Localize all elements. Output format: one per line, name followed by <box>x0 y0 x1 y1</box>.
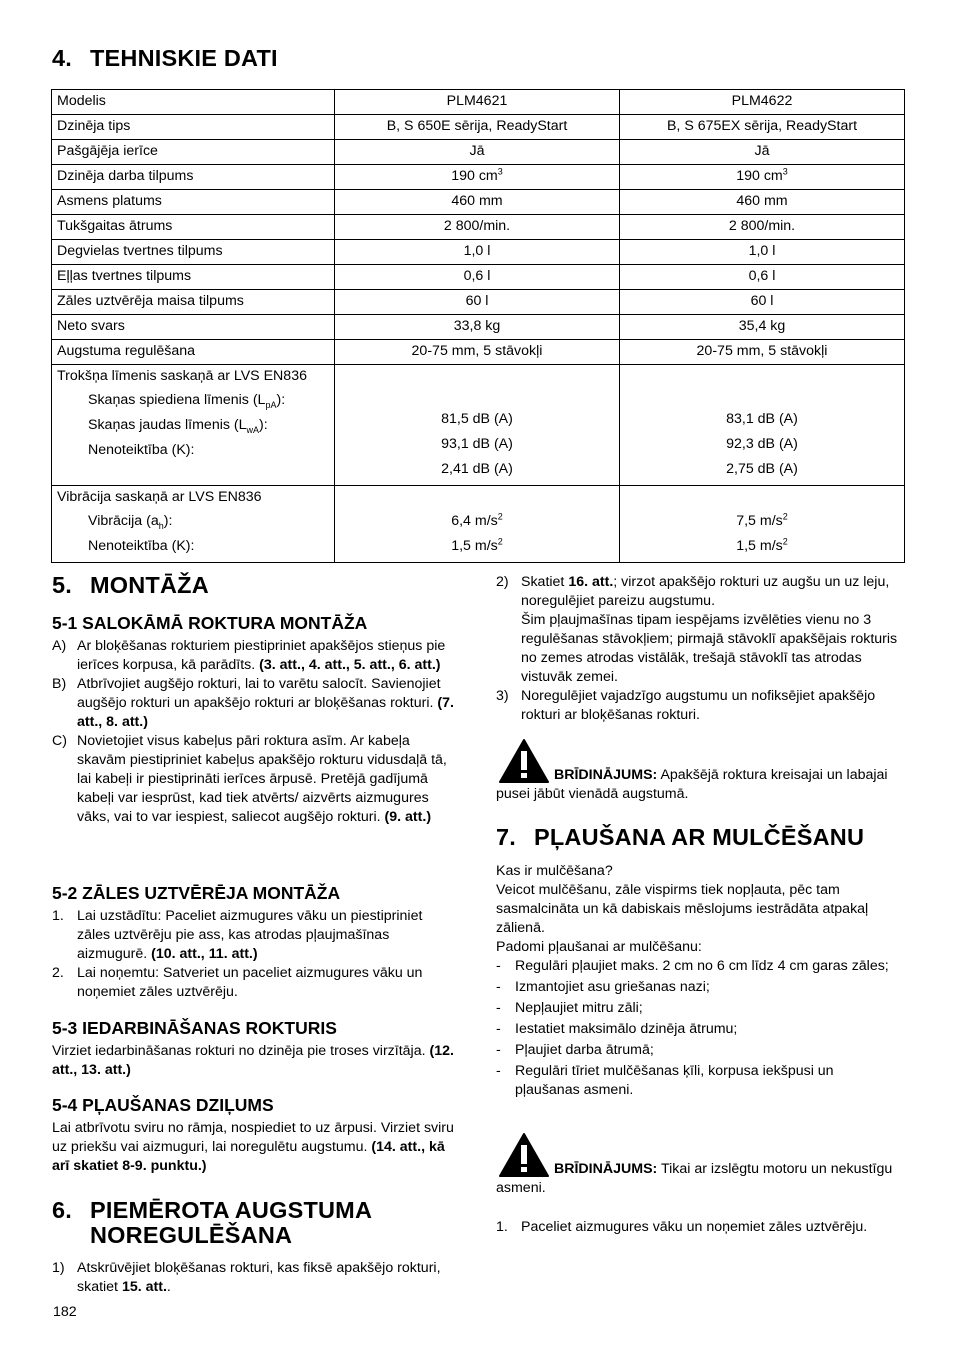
table-cell: Dzinēja tips <box>52 115 335 140</box>
table-row <box>52 140 905 165</box>
page-number: 182 <box>53 1304 77 1320</box>
paragraph: Kas ir mulčēšana? <box>496 863 613 879</box>
table-cell: 60 l <box>335 290 620 315</box>
table-cell <box>620 365 905 486</box>
subsection-5-2-list <box>52 907 454 1002</box>
table-cell: PLM4622 <box>620 90 905 115</box>
cell-value: 190 cm <box>451 168 498 184</box>
noise-lwa-label: Skaņas jaudas līmenis $(L_{wA})$: <box>88 417 268 435</box>
subsection-5-4-heading: 5-4 PĻAUŠANAS DZIĻUMS <box>52 1095 274 1115</box>
section-7-warning <box>496 1160 896 1198</box>
section-6-warning <box>496 766 896 804</box>
table-cell <box>335 365 620 486</box>
section-7-heading <box>496 825 864 850</box>
table-cell: Jā <box>335 140 620 165</box>
table-cell: 2 800/min. <box>335 215 620 240</box>
section-title: TEHNISKIE DATI <box>90 45 278 71</box>
table-cell <box>335 486 620 563</box>
subsection-5-2-heading: 5-2 ZĀLES UZTVĒRĒJA MONTĀŽA <box>52 883 341 903</box>
table-header-row <box>52 90 905 115</box>
section-title: MONTĀŽA <box>90 572 209 598</box>
list-item: C) Novietojiet visus kabeļus pāri roktura asīm. Ar kabeļa skavām piestipriniet kabeļus apakšējo rokturu vidusdaļā tā, lai kabeļi ir piestiprināti ierīces ārpusē. Pretējā gadījumā kabeļi var iesprūst, kad tiek atvērts/ aizvērts aizmugures vāks, vai to var iespiest, saliecot augšējo rokturi. (9. att.) <box>52 733 447 825</box>
list-item: - Iestatiet maksimālo dzinēja ātrumu; <box>496 1021 738 1037</box>
list-item: 1. Paceliet aizmugures vāku un noņemiet zāles uztvērēju. <box>496 1219 868 1235</box>
table-row <box>52 340 905 365</box>
list-item: - Regulāri pļaujiet maks. 2 cm no 6 cm līdz 4 cm garas zāles; <box>496 958 889 974</box>
table-row-vibration <box>52 486 905 563</box>
table-cell: 2 800/min. <box>620 215 905 240</box>
table-row <box>52 115 905 140</box>
table-cell: 0,6 l <box>620 265 905 290</box>
section-number: 7. <box>496 824 516 850</box>
subsection-5-4-text: Lai atbrīvotu sviru no rāmja, nospiediet to uz ārpusi. Virziet sviru uz priekšu vai aizmuguri, lai noregulētu augstumu. (14. att., kā arī skatiet 8-9. punktu.) <box>52 1120 454 1174</box>
table-cell: 0,6 l <box>335 265 620 290</box>
cell-value: 2,75 dB (A) <box>726 461 798 477</box>
subsection-5-1-list <box>52 637 454 827</box>
section-4-heading <box>52 46 278 71</box>
cell-value: 92,3 dB (A) <box>726 436 798 452</box>
cell-value: 190 cm <box>736 168 783 184</box>
section-title-line-2: NOREGULĒŠANA <box>90 1222 293 1248</box>
vibration-k-label: Nenoteiktība (K): <box>88 538 195 554</box>
superscript: 3 <box>497 166 503 177</box>
table-cell: B, S 650E sērija, ReadyStart <box>335 115 620 140</box>
noise-lpa-label: Skaņas spiediena līmenis $(L_{pA})$: <box>88 392 286 410</box>
subsection-5-1-heading: 5-1 SALOKĀMĀ ROKTURA MONTĀŽA <box>52 613 368 633</box>
section-title: PIEMĒROTA AUGSTUMA <box>90 1197 373 1223</box>
list-item: 2) Skatiet 16. att.; virzot apakšējo rokturi uz augšu un uz leju, noregulējiet pareizu augstumu. Šim pļaujmašīnas tipam iespējams izvēlēties vienu no 3 regulēšanas stāvokļiem; pirmajā stāvoklī apakšējais rokturis no zemes atrodas vistālāk, trešajā stāvoklī tas atrodas vistuvāk zemei. <box>496 574 898 685</box>
table-row <box>52 290 905 315</box>
list-item: - Pļaujiet darba ātrumā; <box>496 1042 654 1058</box>
table-cell: 460 mm <box>620 190 905 215</box>
list-item: 1) Atskrūvējiet bloķēšanas rokturi, kas fiksē apakšējo rokturi, skatiet 15. att.. <box>52 1260 441 1295</box>
subsection-5-3-heading: 5-3 IEDARBINĀŠANAS ROKTURIS <box>52 1018 337 1038</box>
section-number: 5. <box>52 572 72 598</box>
table-cell: B, S 675EX sērija, ReadyStart <box>620 115 905 140</box>
table-cell: PLM4621 <box>335 90 620 115</box>
table-cell <box>620 165 905 190</box>
warning-label: BRĪDINĀJUMS: <box>554 1161 658 1177</box>
table-cell <box>620 486 905 563</box>
table-cell: 35,4 kg <box>620 315 905 340</box>
cell-value: 2,41 dB (A) <box>441 461 513 477</box>
table-cell: 60 l <box>620 290 905 315</box>
table-row <box>52 190 905 215</box>
list-item: 2. Lai noņemtu: Satveriet un paceliet aizmugures vāku un noņemiet zāles uztvērēju. <box>52 965 423 1000</box>
table-cell: Neto svars <box>52 315 335 340</box>
table-row <box>52 315 905 340</box>
cell-value: 93,1 dB (A) <box>441 436 513 452</box>
list-item: 3) Noregulējiet vajadzīgo augstumu un nofiksējiet apakšējo rokturi ar bloķēšanas rokturi. <box>496 688 876 723</box>
paragraph: Veicot mulčēšanu, zāle vispirms tiek nopļauta, pēc tam sasmalcināta un kā dabiskais mēslojums iestrādāta atpakaļ zālienā. <box>496 882 869 936</box>
superscript: 3 <box>782 166 788 177</box>
table-cell: Augstuma regulēšana <box>52 340 335 365</box>
section-number: 4. <box>52 45 72 71</box>
subsection-5-3-text: Virziet iedarbināšanas rokturi no dzinēja pie troses virzītāja. (12. att., 13. att.) <box>52 1043 454 1078</box>
table-row <box>52 165 905 190</box>
section-6-item-1 <box>52 1259 454 1297</box>
table-cell: Pašgājēja ierīce <box>52 140 335 165</box>
vibration-ah-label: Vibrācija $(a_h)$: <box>88 513 173 531</box>
cell-value: 6,4 $m/s^2$ <box>451 511 503 529</box>
warning-text: Tikai ar izslēgtu motoru un nekustīgu asmeni. <box>496 1161 893 1196</box>
table-cell: 460 mm <box>335 190 620 215</box>
warning-text: Apakšējā roktura kreisajai un labajai pusei jābūt vienādā augstumā. <box>496 767 888 802</box>
table-row <box>52 215 905 240</box>
table-cell <box>335 165 620 190</box>
section-5-heading <box>52 573 209 598</box>
table-cell: 20-75 mm, 5 stāvokļi <box>620 340 905 365</box>
table-cell: Dzinēja darba tilpums <box>52 165 335 190</box>
noise-group-title: Trokšņa līmenis saskaņā ar LVS EN836 <box>57 368 307 384</box>
table-cell: 20-75 mm, 5 stāvokļi <box>335 340 620 365</box>
cell-value: 1,5 $m/s^2$ <box>736 536 788 554</box>
technical-data-table <box>51 89 905 563</box>
cell-value: 81,5 dB (A) <box>441 411 513 427</box>
list-item: B) Atbrīvojiet augšējo rokturi, lai to varētu salocīt. Savienojiet augšējo rokturi un apakšējo rokturi ar bloķēšanas rokturi. (7. att., 8. att.) <box>52 676 454 730</box>
vibration-group-title: Vibrācija saskaņā ar LVS EN836 <box>57 489 262 505</box>
list-item: - Nepļaujiet mitru zāli; <box>496 1000 643 1016</box>
paragraph: Padomi pļaušanai ar mulčēšanu: <box>496 939 702 955</box>
table-cell: 1,0 l <box>335 240 620 265</box>
cell-value: 1,5 $m/s^2$ <box>451 536 503 554</box>
section-6-heading <box>52 1198 372 1248</box>
warning-label: BRĪDINĀJUMS: <box>554 767 658 783</box>
table-row <box>52 240 905 265</box>
table-cell <box>52 486 335 563</box>
cell-value: 83,1 dB (A) <box>726 411 798 427</box>
table-cell: Zāles uztvērēja maisa tilpums <box>52 290 335 315</box>
section-title: PĻAUŠANA AR MULČĒŠANU <box>534 824 865 850</box>
table-cell: Degvielas tvertnes tilpums <box>52 240 335 265</box>
section-6-items-cont <box>496 573 902 725</box>
list-item: 1. Lai uzstādītu: Paceliet aizmugures vāku un piestipriniet zāles uztvērēju pie ass, kas atrodas pļaujmašīnas aizmugurē. (10. att., 11. att.) <box>52 908 423 962</box>
list-item: A) Ar bloķēšanas rokturiem piestipriniet apakšējos stieņus pie ierīces korpusa, kā parādīts. (3. att., 4. att., 5. att., 6. att.) <box>52 638 446 673</box>
table-row-noise <box>52 365 905 486</box>
noise-k-label: Nenoteiktība (K): <box>88 442 195 458</box>
list-item: - Regulāri tīriet mulčēšanas ķīli, korpusa iekšpusi un pļaušanas asmeni. <box>496 1063 834 1098</box>
section-number: 6. <box>52 1197 72 1223</box>
section-7-steps <box>496 1218 896 1237</box>
table-cell: Eļļas tvertnes tilpums <box>52 265 335 290</box>
table-cell: 33,8 kg <box>335 315 620 340</box>
list-item: - Izmantojiet asu griešanas nazi; <box>496 979 710 995</box>
cell-value: 7,5 $m/s^2$ <box>736 511 788 529</box>
section-7-intro <box>496 862 896 1100</box>
table-cell <box>52 365 335 486</box>
table-row <box>52 265 905 290</box>
table-cell: Jā <box>620 140 905 165</box>
table-cell: Tukšgaitas ātrums <box>52 215 335 240</box>
table-cell: Asmens platums <box>52 190 335 215</box>
table-cell: 1,0 l <box>620 240 905 265</box>
table-cell: Modelis <box>52 90 335 115</box>
